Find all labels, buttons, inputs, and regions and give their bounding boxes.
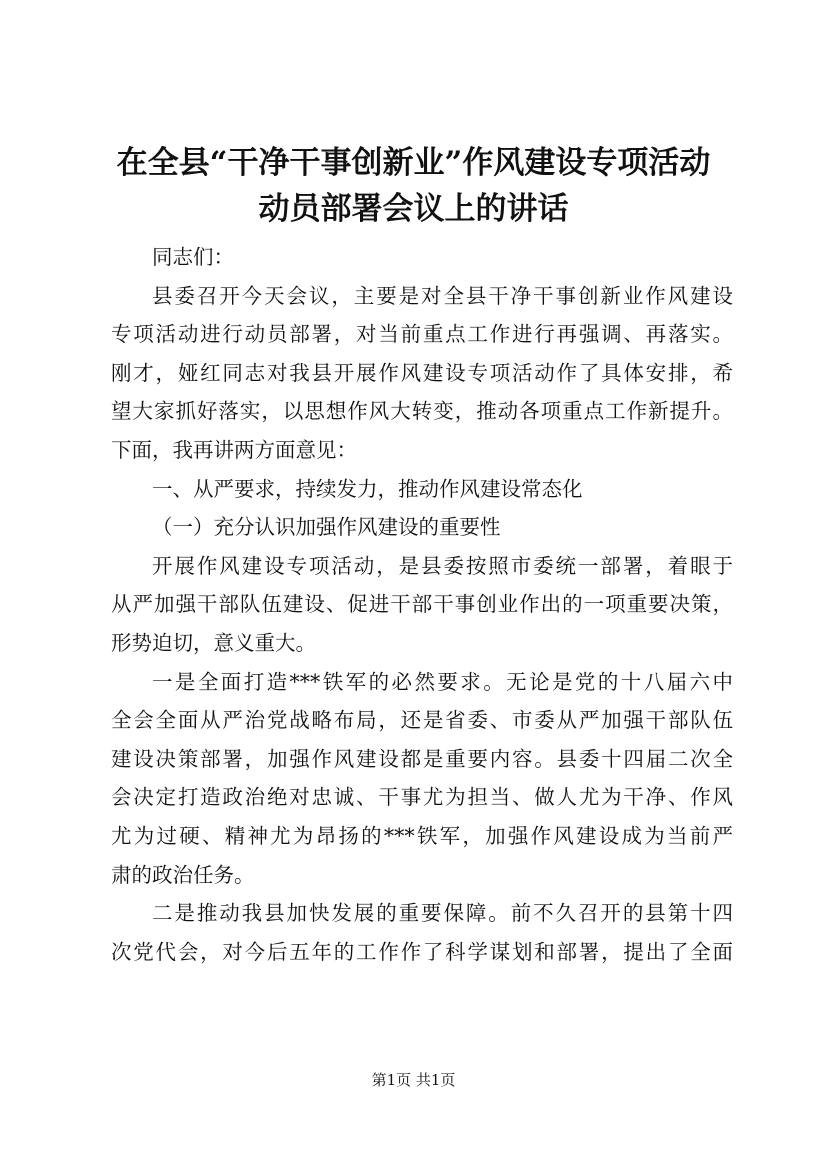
text-line: 尤为过硬、精神尤为昂扬的***铁军，加强作风建设成为当前严 bbox=[111, 823, 733, 848]
document-title bbox=[60, 140, 767, 232]
text-line: 一是全面打造***铁军的必然要求。无论是党的十八届六中 bbox=[152, 669, 733, 694]
text-line: 同志们： bbox=[152, 245, 234, 269]
text-line: 望大家抓好落实，以思想作风大转变，推动各项重点工作新提升。 bbox=[111, 399, 733, 424]
text-line: （一）充分认识加强作风建设的重要性 bbox=[152, 515, 501, 540]
text-line: 全会全面从严治党战略布局，还是省委、市委从严加强干部队伍 bbox=[111, 708, 733, 733]
title-line-1: 在全县“干净干事创新业”作风建设专项活动 bbox=[116, 145, 711, 181]
text-line: 二是推动我县加快发展的重要保障。前不久召开的县第十四 bbox=[152, 901, 733, 926]
text-line: 一、从严要求，持续发力，推动作风建设常态化 bbox=[152, 476, 583, 501]
title-line-2: 动员部署会议上的讲话 bbox=[258, 191, 569, 227]
paragraph-intro bbox=[111, 277, 733, 470]
text-line: 建设决策部署，加强作风建设都是重要内容。县委十四届二次全 bbox=[111, 746, 733, 771]
text-line: 开展作风建设专项活动，是县委按照市委统一部署，着眼于 bbox=[152, 553, 733, 578]
text-line: 专项活动进行动员部署，对当前重点工作进行再强调、再落实。 bbox=[111, 322, 733, 347]
salutation bbox=[111, 238, 733, 277]
text-line: 下面，我再讲两方面意见： bbox=[111, 437, 357, 462]
text-line: 会决定打造政治绝对忠诚、干事尤为担当、做人尤为干净、作风 bbox=[111, 785, 733, 810]
page-footer: 第1页 共1页 bbox=[371, 1071, 456, 1089]
text-line: 刚才，娅红同志对我县开展作风建设专项活动作了具体安排，希 bbox=[111, 360, 733, 385]
paragraph-point-two bbox=[111, 894, 733, 971]
text-line: 形势迫切，意义重大。 bbox=[111, 630, 316, 655]
text-line: 从严加强干部队伍建设、促进干部干事创业作出的一项重要决策， bbox=[111, 592, 733, 617]
text-line: 次党代会，对今后五年的工作作了科学谋划和部署，提出了全面 bbox=[111, 939, 733, 964]
text-line: 肃的政治任务。 bbox=[111, 862, 255, 887]
document-body bbox=[111, 238, 733, 971]
section-heading bbox=[111, 470, 733, 509]
paragraph-importance bbox=[111, 547, 733, 663]
paragraph-point-one bbox=[111, 663, 733, 895]
text-line: 县委召开今天会议，主要是对全县干净干事创新业作风建设 bbox=[152, 283, 733, 308]
subsection-heading bbox=[111, 508, 733, 547]
